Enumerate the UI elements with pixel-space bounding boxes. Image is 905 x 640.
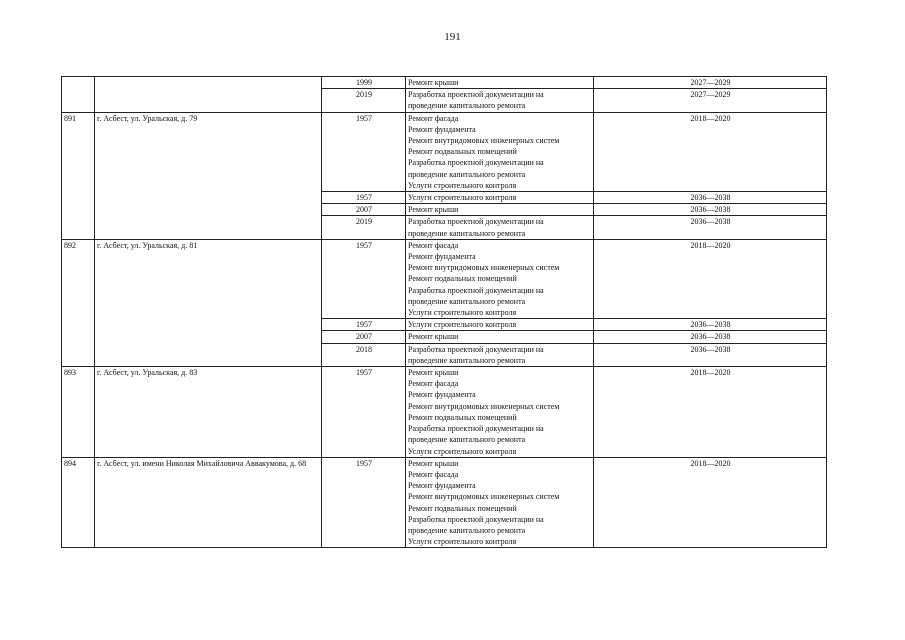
term-cell: 2036—2038 xyxy=(594,319,827,331)
number-cell: 893 xyxy=(62,367,95,458)
number-cell: 892 xyxy=(62,239,95,366)
year-cell: 1957 xyxy=(322,457,406,548)
work-line: Ремонт подвальных помещений xyxy=(408,147,517,157)
work-line: проведение капитального ремонта xyxy=(408,101,526,111)
work-line: Ремонт подвальных помещений xyxy=(408,412,517,422)
table-row xyxy=(62,77,827,89)
table-body xyxy=(62,77,827,548)
work-line: Ремонт подвальных помещений xyxy=(408,274,517,284)
address-cell: г. Асбест, ул. Уральская, д. 83 xyxy=(95,367,322,458)
year-cell: 1999 xyxy=(322,77,406,89)
works-cell xyxy=(406,331,594,343)
year-cell: 1957 xyxy=(322,112,406,191)
work-line: Ремонт фундамента xyxy=(408,481,476,491)
year-cell: 1957 xyxy=(322,367,406,458)
work-line: Разработка проектной документации на xyxy=(408,514,544,524)
work-line: Ремонт крыши xyxy=(408,332,459,342)
year-cell: 2018 xyxy=(322,343,406,366)
work-line: Услуги строительного контроля xyxy=(408,193,517,203)
address-cell xyxy=(95,77,322,113)
year-cell: 2019 xyxy=(322,216,406,239)
work-line: проведение капитального ремонта xyxy=(408,296,526,306)
table-row xyxy=(62,112,827,191)
work-line: Разработка проектной документации на xyxy=(408,424,544,434)
year-cell: 2019 xyxy=(322,89,406,112)
work-line: Ремонт крыши xyxy=(408,368,459,378)
work-line: Разработка проектной документации на xyxy=(408,344,544,354)
works-cell xyxy=(406,319,594,331)
work-line: Разработка проектной документации на xyxy=(408,90,544,100)
number-cell: 894 xyxy=(62,457,95,548)
work-line: Услуги строительного контроля xyxy=(408,320,517,330)
year-cell: 1957 xyxy=(322,239,406,318)
work-line: проведение капитального ремонта xyxy=(408,169,526,179)
term-cell: 2018—2020 xyxy=(594,112,827,191)
term-cell: 2036—2038 xyxy=(594,343,827,366)
work-line: Ремонт внутридомовых инженерных систем xyxy=(408,136,560,146)
capital-repair-table xyxy=(61,76,827,548)
work-line: Услуги строительного контроля xyxy=(408,446,517,456)
table-row xyxy=(62,457,827,548)
address-cell: г. Асбест, ул. Уральская, д. 81 xyxy=(95,239,322,366)
works-cell xyxy=(406,239,594,318)
work-line: Ремонт фасада xyxy=(408,469,459,479)
year-cell: 2007 xyxy=(322,331,406,343)
year-cell: 1957 xyxy=(322,319,406,331)
work-line: проведение капитального ремонта xyxy=(408,525,526,535)
work-line: проведение капитального ремонта xyxy=(408,355,526,365)
work-line: Услуги строительного контроля xyxy=(408,537,517,547)
works-cell xyxy=(406,204,594,216)
term-cell: 2036—2038 xyxy=(594,331,827,343)
term-cell: 2036—2038 xyxy=(594,204,827,216)
work-line: Ремонт крыши xyxy=(408,458,459,468)
term-cell: 2018—2020 xyxy=(594,239,827,318)
work-line: Услуги строительного контроля xyxy=(408,308,517,318)
work-line: Ремонт фасада xyxy=(408,113,459,123)
work-line: Услуги строительного контроля xyxy=(408,180,517,190)
year-cell: 2007 xyxy=(322,204,406,216)
works-cell xyxy=(406,343,594,366)
term-cell: 2027—2029 xyxy=(594,89,827,112)
work-line: Разработка проектной документации на xyxy=(408,285,544,295)
table-row xyxy=(62,239,827,318)
work-line: Ремонт фундамента xyxy=(408,252,476,262)
page-number: 191 xyxy=(444,31,461,43)
work-line: Ремонт фасада xyxy=(408,379,459,389)
term-cell: 2036—2038 xyxy=(594,192,827,204)
work-line: Ремонт внутридомовых инженерных систем xyxy=(408,492,560,502)
works-cell xyxy=(406,192,594,204)
work-line: Ремонт внутридомовых инженерных систем xyxy=(408,401,560,411)
works-cell xyxy=(406,367,594,458)
work-line: проведение капитального ремонта xyxy=(408,435,526,445)
work-line: Ремонт фундамента xyxy=(408,390,476,400)
address-cell: г. Асбест, ул. имени Николая Михайловича Аввакумова, д. 68 xyxy=(95,457,322,548)
work-line: проведение капитального ремонта xyxy=(408,228,526,238)
year-cell: 1957 xyxy=(322,192,406,204)
term-cell: 2018—2020 xyxy=(594,457,827,548)
works-cell xyxy=(406,77,594,89)
work-line: Ремонт подвальных помещений xyxy=(408,503,517,513)
works-cell xyxy=(406,216,594,239)
term-cell: 2018—2020 xyxy=(594,367,827,458)
work-line: Ремонт фундамента xyxy=(408,124,476,134)
term-cell: 2036—2038 xyxy=(594,216,827,239)
table-row xyxy=(62,367,827,458)
work-line: Ремонт крыши xyxy=(408,78,459,87)
work-line: Разработка проектной документации на xyxy=(408,217,544,227)
works-cell xyxy=(406,89,594,112)
term-cell: 2027—2029 xyxy=(594,77,827,89)
work-line: Разработка проектной документации на xyxy=(408,158,544,168)
number-cell: 891 xyxy=(62,112,95,239)
number-cell xyxy=(62,77,95,113)
works-cell xyxy=(406,457,594,548)
work-line: Ремонт внутридомовых инженерных систем xyxy=(408,263,560,273)
address-cell: г. Асбест, ул. Уральская, д. 79 xyxy=(95,112,322,239)
works-cell xyxy=(406,112,594,191)
work-line: Ремонт крыши xyxy=(408,205,459,215)
work-line: Ремонт фасада xyxy=(408,240,459,250)
